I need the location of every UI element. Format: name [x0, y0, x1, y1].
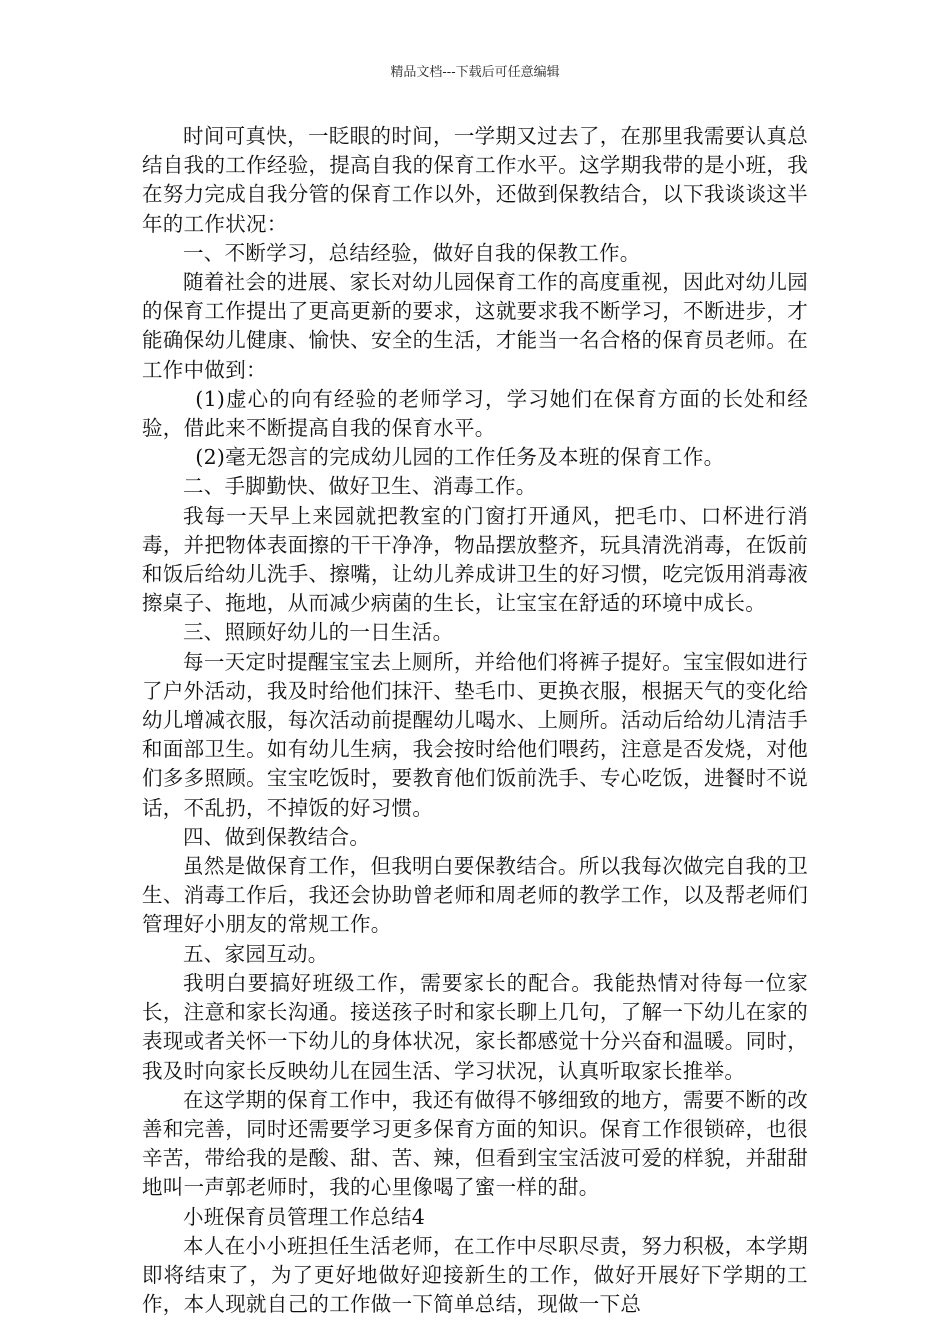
paragraph-section-3: 每一天定时提醒宝宝去上厕所，并给他们将裤子提好。宝宝假如进行了户外活动，我及时给他们抹汗、垫毛巾、更换衣服，根据天气的变化给幼儿增减衣服，每次活动前提醒幼儿喝水、上厕所。活动后给幼儿清洁手和面部卫生。如有幼儿生病，我会按时给他们喂药，注意是否发烧，对他们多多照顾。宝宝吃饭时，要教育他们饭前洗手、专心吃饭，进餐时不说话，不乱扔，不掉饭的好习惯。 — [142, 649, 808, 820]
paragraph-section-1: 随着社会的进展、家长对幼儿园保育工作的高度重视，因此对幼儿园的保育工作提出了更高更新的要求，这就要求我不断学习，不断进步，才能确保幼儿健康、愉快、安全的生活，才能当一名合格的保育员老师。在工作中做到： — [142, 270, 808, 382]
paragraph-section-4: 虽然是做保育工作，但我明白要保教结合。所以我每次做完自我的卫生、消毒工作后，我还会协助曾老师和周老师的教学工作，以及帮老师们管理好小朋友的常规工作。 — [142, 854, 808, 937]
heading-section-1: 一、不断学习，总结经验，做好自我的保教工作。 — [183, 240, 641, 265]
paragraph-conclusion: 在这学期的保育工作中，我还有做得不够细致的地方，需要不断的改善和完善，同时还需要学习更多保育方面的知识。保育工作很锁碎，也很辛苦，带给我的是酸、甜、苦、辣，但看到宝宝活波可爱的样貌，并甜甜地叫一声郭老师时，我的心里像喝了蜜一样的甜。 — [142, 1087, 808, 1200]
list-item-1: (1)虚心的向有经验的老师学习，学习她们在保育方面的长处和经验，借此来不断提高自我的保育水平。 — [142, 386, 808, 441]
list-item-2: (2)毫无怨言的完成幼儿园的工作任务及本班的保育工作。 — [195, 445, 725, 470]
heading-section-2: 二、手脚勤快、做好卫生、消毒工作。 — [183, 474, 537, 499]
heading-section-4: 四、做到保教结合。 — [183, 824, 371, 849]
paragraph-section-5: 我明白要搞好班级工作，需要家长的配合。我能热情对待每一位家长，注意和家长沟通。接送孩子时和家长聊上几句，了解一下幼儿在家的表现或者关怀一下幼儿的身体状况，家长都感觉十分兴奋和温暖。同时，我及时向家长反映幼儿在园生活、学习状况，认真听取家长推举。 — [142, 970, 808, 1083]
document-body — [142, 122, 808, 1319]
paragraph-summary-4: 本人在小小班担任生活老师，在工作中尽职尽责，努力积极，本学期即将结束了，为了更好地做好迎接新生的工作，做好开展好下学期的工作，本人现就自己的工作做一下简单总结，现做一下总 — [142, 1233, 808, 1317]
title-summary-4: 小班保育员管理工作总结4 — [183, 1204, 426, 1229]
paragraph-intro: 时间可真快，一眨眼的时间，一学期又过去了，在那里我需要认真总结自我的工作经验，提高自我的保育工作水平。这学期我带的是小班，我在努力完成自我分管的保育工作以外，还做到保教结合，以下我谈谈这半年的工作状况： — [142, 124, 808, 236]
heading-section-5: 五、家园互动。 — [183, 941, 329, 966]
heading-section-3: 三、照顾好幼儿的一日生活。 — [183, 620, 454, 645]
paragraph-section-2: 我每一天早上来园就把教室的门窗打开通风，把毛巾、口杯进行消毒，并把物体表面擦的干干净净，物品摆放整齐，玩具清洗消毒，在饭前和饭后给幼儿洗手、擦嘴，让幼儿养成讲卫生的好习惯，吃完饭用消毒液擦桌子、拖地，从而减少病菌的生长，让宝宝在舒适的环境中成长。 — [142, 503, 808, 616]
page-header: 精品文档---下载后可任意编辑 — [390, 65, 560, 80]
